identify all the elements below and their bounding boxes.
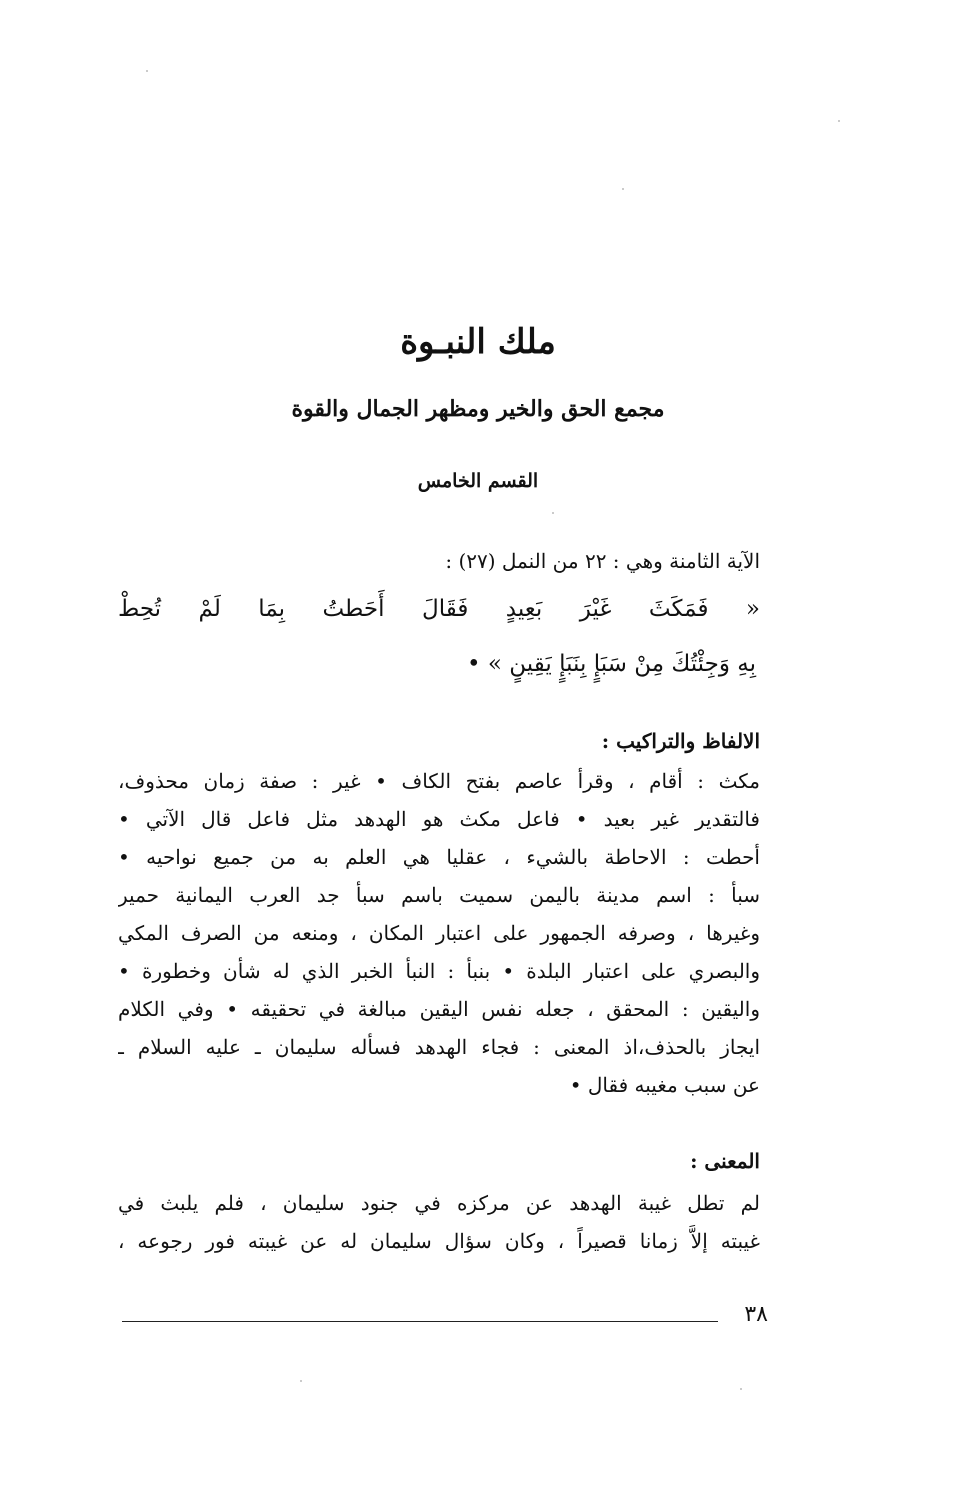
vocab-section (118, 722, 760, 1104)
meaning-line: لم تطل غيبة الهدهد عن مركزه في جنود سليمان ، فلم يلبث في (118, 1191, 760, 1215)
vocab-line: وغيرها ، وصرفه الجمهور على اعتبار المكان ، ومنعه من الصرف المكي (118, 921, 760, 945)
meaning-heading: المعنى : (690, 1149, 760, 1173)
page-subtitle: مجمع الحق والخير ومظهر الجمال والقوة (291, 396, 665, 422)
scan-speck (838, 120, 840, 122)
section-heading: القسم الخامس (417, 470, 539, 492)
intro-paragraph (118, 542, 760, 580)
scan-speck (622, 188, 624, 190)
scan-speck (740, 1388, 742, 1390)
vocab-line: والبصري على اعتبار البلدة • بنبأ : النبأ الخبر الذي له شأن وخطورة • (118, 959, 760, 983)
vocab-line: عن سبب مغيبه فقال • (569, 1073, 760, 1097)
meaning-section (118, 1142, 760, 1260)
vocab-line: واليقين : المحقق ، جعله نفس اليقين مبالغة في تحقيقه • وفي الكلام (118, 997, 760, 1021)
vocab-line: مكث : أقام ، وقرأ عاصم بفتح الكاف • غير : صفة زمان محذوف، (118, 769, 760, 793)
vocab-line: أحطت : الاحاطة بالشيء ، عقليا هي العلم به من جميع نواحيه • (118, 845, 760, 869)
vocab-line: سبأ : اسم مدينة باليمن سميت باسم سبأ جد العرب اليمانية حمير (118, 883, 760, 907)
vocab-line: فالتقدير غير بعيد • فاعل مكث هو الهدهد مثل فاعل قال الآتي • (118, 807, 760, 831)
quran-verse (118, 582, 760, 692)
meaning-line: غيبته إلاَّ زمانا قصيراً ، وكان سؤال سليمان له عن غيبته فور رجوعه ، (118, 1229, 760, 1253)
page-title: ملك النبـوة (400, 322, 556, 362)
vocab-heading: الالفاظ والتراكيب : (601, 729, 760, 753)
vocab-line: ايجاز بالحذف،اذ المعنى : فجاء الهدهد فسأله سليمان ـ عليه السلام ـ (118, 1035, 760, 1059)
verse-line-1: « فَمَكَثَ غَيْرَ بَعِيدٍ فَقَالَ أَحَطتُ بِمَا لَمْ تُحِطْ (118, 596, 760, 622)
scan-speck (146, 70, 148, 72)
intro-line: الآية الثامنة وهي : ٢٢ من النمل (٢٧) : (445, 549, 760, 573)
scan-speck (552, 512, 554, 514)
verse-line-2: بِهِ وَجِئْتُكَ مِنْ سَبَإٍ بِنَبَإٍ يَقِينٍ » • (467, 651, 756, 677)
scan-speck (300, 1380, 302, 1382)
page-number: ٣٨ (744, 1302, 768, 1327)
footer-rule (122, 1321, 718, 1322)
